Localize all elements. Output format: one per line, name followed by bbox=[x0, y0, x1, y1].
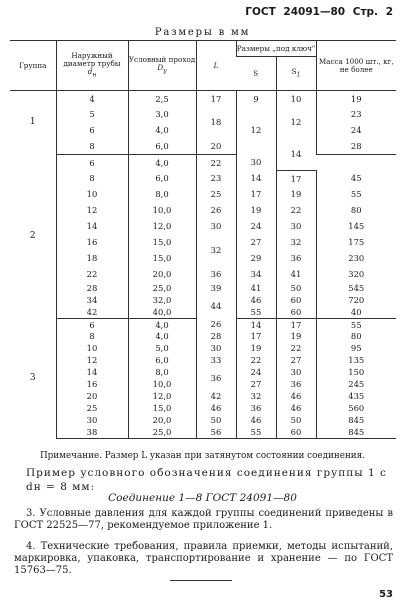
mass-cell: 320 bbox=[316, 267, 396, 283]
s1-cell: 60 bbox=[276, 295, 316, 307]
dn-cell: 42 bbox=[56, 307, 128, 319]
example-paragraph: Пример условного обозначения соединения группы 1 с dн = 8 мм: bbox=[26, 467, 387, 493]
s-cell: 24 bbox=[236, 219, 276, 235]
header-page-number: 2 bbox=[385, 6, 393, 18]
mass-cell: 19 bbox=[316, 91, 396, 107]
dy-cell: 4,0 bbox=[128, 123, 196, 139]
mass-cell: 135 bbox=[316, 355, 396, 367]
dy-cell: 4,0 bbox=[128, 155, 196, 171]
dn-cell: 6 bbox=[56, 123, 128, 139]
mass-cell: 175 bbox=[316, 235, 396, 251]
dn-cell: 25 bbox=[56, 403, 128, 415]
s1-cell: 60 bbox=[276, 427, 316, 439]
dn-cell: 4 bbox=[56, 91, 128, 107]
example-designation: Соединение 1—8 ГОСТ 24091—80 bbox=[108, 492, 297, 504]
s1-cell: 19 bbox=[276, 331, 316, 343]
group-cell: 1 bbox=[29, 117, 36, 128]
mass-cell: 95 bbox=[316, 343, 396, 355]
l-cell: 30 bbox=[196, 343, 236, 355]
dy-cell: 40,0 bbox=[128, 307, 196, 319]
dy-cell: 3,0 bbox=[128, 107, 196, 123]
l-cell: 26 bbox=[196, 203, 236, 219]
l-cell: 50 bbox=[196, 415, 236, 427]
s1-cell: 50 bbox=[276, 415, 316, 427]
dy-cell: 8,0 bbox=[128, 367, 196, 379]
mass-cell: 435 bbox=[316, 391, 396, 403]
mass-cell: 545 bbox=[316, 283, 396, 295]
s1-cell: 32 bbox=[276, 235, 316, 251]
table-title: Размеры в мм bbox=[154, 27, 251, 38]
l-cell: 18 bbox=[196, 107, 236, 139]
s-cell: 9 bbox=[236, 91, 276, 107]
dy-cell: 6,0 bbox=[128, 139, 196, 155]
col-s1: $S_1$ bbox=[276, 57, 316, 91]
mass-cell: 24 bbox=[316, 123, 396, 139]
dn-cell: 22 bbox=[56, 267, 128, 283]
dy-cell: 5,0 bbox=[128, 343, 196, 355]
col-group: Группа bbox=[10, 41, 56, 91]
s-cell: 17 bbox=[236, 187, 276, 203]
s1-cell: 60 bbox=[276, 307, 316, 319]
s-cell: 24 bbox=[236, 367, 276, 379]
l-cell: 32 bbox=[196, 235, 236, 267]
divider bbox=[170, 580, 232, 581]
s1-cell: 12 bbox=[276, 107, 316, 139]
col-mass: Масса 1000 шт., кг, не более bbox=[316, 41, 396, 91]
s-cell: 19 bbox=[236, 203, 276, 219]
s-cell: 27 bbox=[236, 379, 276, 391]
dy-cell: 25,0 bbox=[128, 427, 196, 439]
dy-cell: 25,0 bbox=[128, 283, 196, 295]
l-cell: 23 bbox=[196, 171, 236, 187]
s-cell: 17 bbox=[236, 331, 276, 343]
col-outer-diameter: Наружный диаметр трубы $d_н$ bbox=[56, 41, 128, 91]
dy-cell: 2,5 bbox=[128, 91, 196, 107]
col-key-sizes: Размеры „под ключ" bbox=[236, 41, 316, 57]
dn-cell: 34 bbox=[56, 295, 128, 307]
mass-cell: 30 bbox=[236, 155, 276, 171]
s1-cell: 17 bbox=[276, 171, 316, 187]
mass-cell: 23 bbox=[316, 107, 396, 123]
col-nominal-pass: Условный проход $D_y$ bbox=[128, 41, 196, 91]
l-cell: 36 bbox=[196, 267, 236, 283]
l-cell: 46 bbox=[196, 403, 236, 415]
s1-cell: 22 bbox=[276, 343, 316, 355]
s-cell: 36 bbox=[236, 403, 276, 415]
l-cell: 42 bbox=[196, 391, 236, 403]
dn-cell: 16 bbox=[56, 235, 128, 251]
dy-cell: 12,0 bbox=[128, 391, 196, 403]
s1-cell: 14 bbox=[276, 139, 316, 171]
mass-cell: 80 bbox=[316, 203, 396, 219]
mass-cell: 845 bbox=[316, 415, 396, 427]
dy-cell: 10,0 bbox=[128, 379, 196, 391]
s1-cell: 46 bbox=[276, 403, 316, 415]
dy-cell: 4,0 bbox=[128, 331, 196, 343]
mass-cell: 150 bbox=[316, 367, 396, 379]
dn-cell: 38 bbox=[56, 427, 128, 439]
s-cell: 46 bbox=[236, 295, 276, 307]
l-cell: 36 bbox=[196, 367, 236, 391]
dn-cell: 18 bbox=[56, 251, 128, 267]
l-cell: 26 bbox=[196, 319, 236, 331]
l-cell: 30 bbox=[196, 219, 236, 235]
group-cell: 3 bbox=[29, 373, 36, 383]
dn-cell: 20 bbox=[56, 391, 128, 403]
mass-cell: 45 bbox=[316, 171, 396, 187]
page-label: Стр. bbox=[352, 6, 379, 18]
s-cell: 27 bbox=[236, 235, 276, 251]
s1-cell: 36 bbox=[276, 379, 316, 391]
s-cell: 46 bbox=[236, 415, 276, 427]
dy-cell: 6,0 bbox=[128, 355, 196, 367]
s1-cell: 22 bbox=[276, 203, 316, 219]
s-cell: 14 bbox=[236, 171, 276, 187]
l-cell: 44 bbox=[196, 295, 236, 319]
dy-cell: 15,0 bbox=[128, 403, 196, 415]
l-cell: 22 bbox=[196, 155, 236, 171]
dn-cell: 6 bbox=[56, 155, 128, 171]
mass-cell: 40 bbox=[316, 307, 396, 319]
s-cell: 55 bbox=[236, 307, 276, 319]
page-number: 53 bbox=[379, 589, 393, 600]
l-cell: 39 bbox=[196, 283, 236, 295]
dn-cell: 10 bbox=[56, 187, 128, 203]
dy-cell: 12,0 bbox=[128, 219, 196, 235]
l-cell: 56 bbox=[196, 427, 236, 439]
l-cell: 17 bbox=[196, 91, 236, 107]
col-length: L bbox=[196, 41, 236, 91]
s-cell: 32 bbox=[236, 391, 276, 403]
paragraph-4: 4. Технические требования, правила приемки, методы испытаний, маркировка, упаковка, транспортирование и хранение — по ГОСТ 15763—75. bbox=[14, 541, 393, 577]
s1-cell: 36 bbox=[276, 251, 316, 267]
mass-cell: 845 bbox=[316, 427, 396, 439]
s1-cell: 19 bbox=[276, 187, 316, 203]
dn-cell: 30 bbox=[56, 415, 128, 427]
l-cell: 33 bbox=[196, 355, 236, 367]
s1-cell: 10 bbox=[276, 91, 316, 107]
gost-number: 24091—80 bbox=[283, 6, 346, 18]
dn-cell: 12 bbox=[56, 203, 128, 219]
paragraph-3: 3. Условные давления для каждой группы соединений приведены в ГОСТ 22525—77, рекомендуемое приложение 1. bbox=[14, 508, 393, 532]
dy-cell: 15,0 bbox=[128, 251, 196, 267]
mass-cell: 80 bbox=[316, 331, 396, 343]
s-cell: 12 bbox=[236, 107, 276, 155]
dn-cell: 16 bbox=[56, 379, 128, 391]
s-cell: 14 bbox=[236, 319, 276, 331]
dn-cell: 5 bbox=[56, 107, 128, 123]
s1-cell: 30 bbox=[276, 367, 316, 379]
mass-cell: 560 bbox=[316, 403, 396, 415]
dn-cell: 14 bbox=[56, 367, 128, 379]
mass-cell: 245 bbox=[316, 379, 396, 391]
s1-cell: 50 bbox=[276, 283, 316, 295]
s1-cell: 17 bbox=[276, 319, 316, 331]
table-note: Примечание. Размер L указан при затянутом состоянии соединения. bbox=[39, 451, 366, 461]
mass-cell: 55 bbox=[316, 187, 396, 203]
dy-cell: 20,0 bbox=[128, 415, 196, 427]
mass-cell: 720 bbox=[316, 295, 396, 307]
col-s: S bbox=[236, 57, 276, 91]
dn-cell: 14 bbox=[56, 219, 128, 235]
mass-cell: 145 bbox=[316, 219, 396, 235]
s-cell: 41 bbox=[236, 283, 276, 295]
s1-cell: 41 bbox=[276, 267, 316, 283]
dn-cell: 8 bbox=[56, 139, 128, 155]
s-cell: 55 bbox=[236, 427, 276, 439]
dy-cell: 20,0 bbox=[128, 267, 196, 283]
dy-cell: 32,0 bbox=[128, 295, 196, 307]
dy-cell: 10,0 bbox=[128, 203, 196, 219]
dy-cell: 15,0 bbox=[128, 235, 196, 251]
l-cell: 20 bbox=[196, 139, 236, 155]
dy-cell: 8,0 bbox=[128, 187, 196, 203]
mass-cell: 28 bbox=[316, 139, 396, 155]
dn-cell: 12 bbox=[56, 355, 128, 367]
s-cell: 34 bbox=[236, 267, 276, 283]
s1-cell: 46 bbox=[276, 391, 316, 403]
dy-cell: 6,0 bbox=[128, 171, 196, 187]
page-header bbox=[241, 6, 393, 18]
dn-cell: 28 bbox=[56, 283, 128, 295]
dn-cell: 8 bbox=[56, 331, 128, 343]
l-cell: 25 bbox=[196, 187, 236, 203]
gost-label: ГОСТ bbox=[245, 6, 276, 18]
dimensions-table bbox=[10, 40, 396, 439]
dn-cell: 6 bbox=[56, 319, 128, 331]
s-cell: 19 bbox=[236, 343, 276, 355]
mass-cell: 230 bbox=[316, 251, 396, 267]
s-cell: 29 bbox=[236, 251, 276, 267]
dy-cell: 4,0 bbox=[128, 319, 196, 331]
s1-cell: 27 bbox=[276, 355, 316, 367]
group-cell: 2 bbox=[29, 231, 36, 241]
s1-cell: 30 bbox=[276, 219, 316, 235]
mass-cell: 55 bbox=[316, 319, 396, 331]
dn-cell: 10 bbox=[56, 343, 128, 355]
l-cell: 28 bbox=[196, 331, 236, 343]
s-cell: 22 bbox=[236, 355, 276, 367]
dn-cell: 8 bbox=[56, 171, 128, 187]
